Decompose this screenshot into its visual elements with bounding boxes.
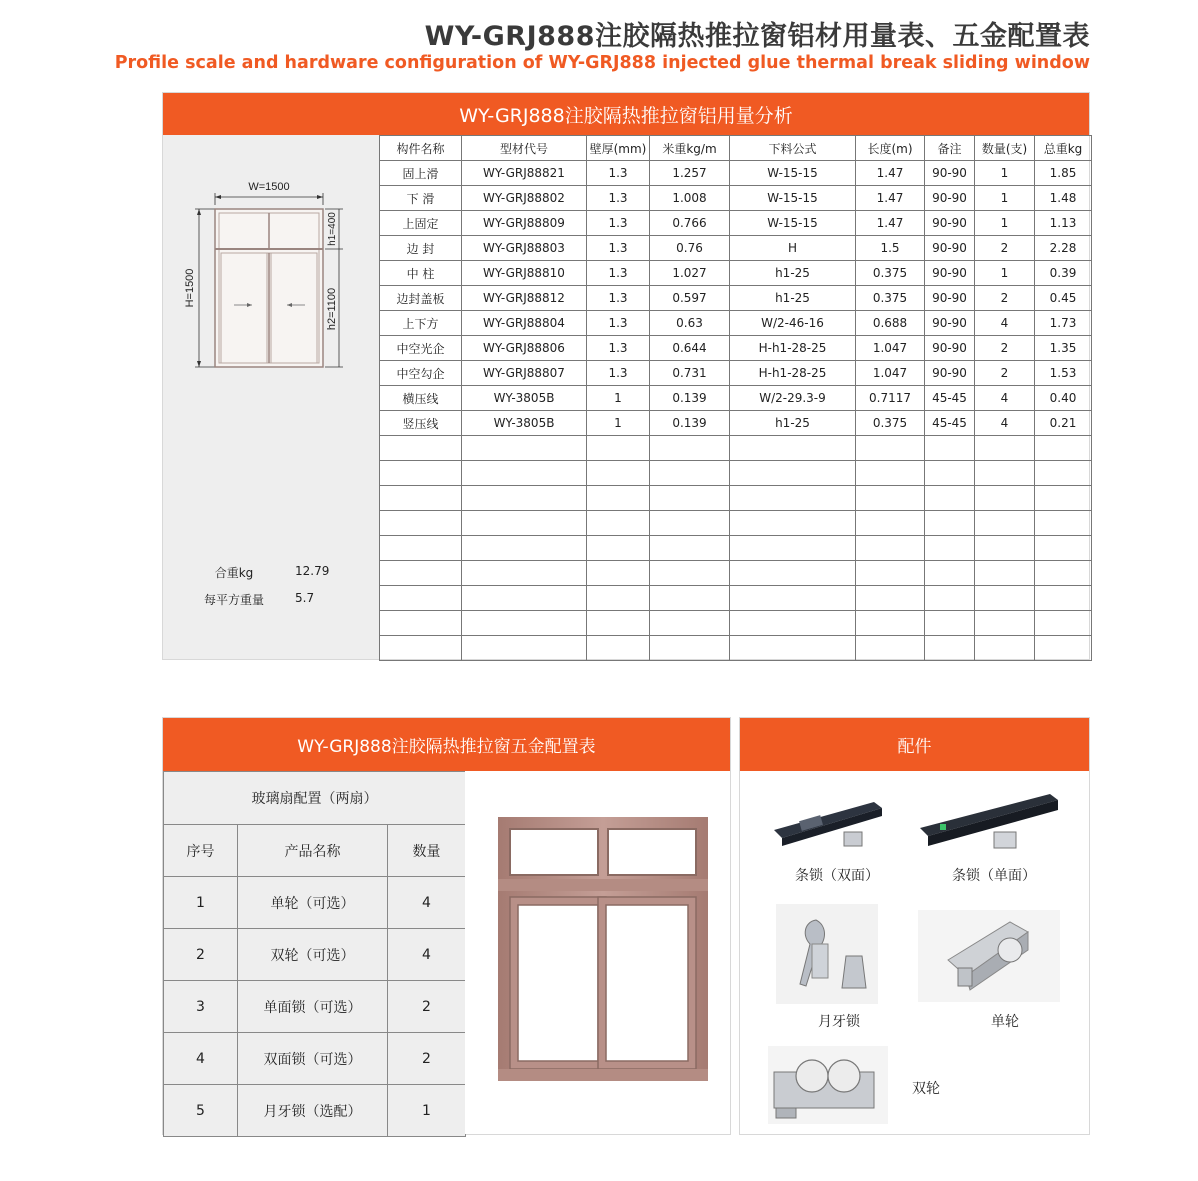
usage-table-cell: [975, 561, 1035, 586]
hardware-table-cell: 月牙锁（选配）: [238, 1085, 388, 1137]
usage-table-cell: [1035, 436, 1092, 461]
usage-table-cell: 90-90: [925, 311, 975, 336]
hardware-table-cell: 单轮（可选）: [238, 877, 388, 929]
usage-table-cell: 90-90: [925, 186, 975, 211]
usage-column-header: 长度(m): [856, 136, 925, 161]
usage-table-cell: [1035, 486, 1092, 511]
hardware-table-cell: 2: [388, 981, 466, 1033]
usage-table-cell: 0.21: [1035, 411, 1092, 436]
usage-table-cell: 1.85: [1035, 161, 1092, 186]
usage-table-cell: H-h1-28-25: [730, 361, 856, 386]
hardware-table-cell: 4: [388, 877, 466, 929]
usage-table-cell: 2.28: [1035, 236, 1092, 261]
usage-table-header-row: [380, 136, 1092, 161]
usage-table-cell: [380, 536, 462, 561]
usage-table-row: [380, 361, 1092, 386]
usage-table-empty-row: [380, 436, 1092, 461]
usage-table-cell: [380, 461, 462, 486]
usage-table-cell: WY-GRJ88812: [462, 286, 587, 311]
usage-table-cell: 横压线: [380, 386, 462, 411]
usage-table-cell: 90-90: [925, 361, 975, 386]
usage-table-cell: [462, 561, 587, 586]
usage-table-cell: [462, 611, 587, 636]
usage-table-cell: 上下方: [380, 311, 462, 336]
usage-table-cell: [587, 436, 650, 461]
usage-table-cell: [730, 611, 856, 636]
usage-table-cell: [925, 436, 975, 461]
usage-table-cell: H-h1-28-25: [730, 336, 856, 361]
usage-table-cell: WY-GRJ88804: [462, 311, 587, 336]
usage-table-cell: 0.139: [650, 386, 730, 411]
usage-column-header: 构件名称: [380, 136, 462, 161]
usage-table-cell: [462, 511, 587, 536]
usage-table-cell: [380, 636, 462, 661]
usage-table-cell: 1.3: [587, 361, 650, 386]
usage-table-cell: WY-GRJ88802: [462, 186, 587, 211]
usage-table-cell: [730, 486, 856, 511]
usage-table-cell: [650, 511, 730, 536]
usage-table-cell: 0.139: [650, 411, 730, 436]
usage-table-cell: 90-90: [925, 286, 975, 311]
usage-table-cell: [380, 586, 462, 611]
usage-table-cell: [856, 586, 925, 611]
usage-table-cell: 边封盖板: [380, 286, 462, 311]
usage-table-cell: [925, 561, 975, 586]
usage-table-cell: [380, 486, 462, 511]
usage-table-cell: 0.40: [1035, 386, 1092, 411]
usage-header: WY-GRJ888注胶隔热推拉窗铝用量分析: [163, 93, 1089, 135]
hardware-table-row: [164, 1085, 466, 1137]
usage-body: [163, 135, 1089, 659]
usage-table-empty-row: [380, 536, 1092, 561]
usage-table-cell: 1.3: [587, 261, 650, 286]
crescent-lock-image: [776, 904, 878, 1004]
window-product-image: [498, 817, 708, 1081]
usage-table-cell: [587, 586, 650, 611]
usage-table-cell: [925, 486, 975, 511]
usage-table-cell: [587, 561, 650, 586]
usage-table-cell: 0.375: [856, 286, 925, 311]
usage-table-cell: 1.3: [587, 236, 650, 261]
summary-weight-per-sqm: [163, 591, 379, 608]
usage-table-cell: 90-90: [925, 211, 975, 236]
hardware-table-cell: 1: [388, 1085, 466, 1137]
usage-table-cell: [380, 511, 462, 536]
usage-table-cell: 1.3: [587, 161, 650, 186]
accessory-label: 条锁（单面）: [952, 868, 1036, 884]
usage-table-cell: W-15-15: [730, 186, 856, 211]
usage-table-cell: 0.375: [856, 261, 925, 286]
usage-table-cell: 1.47: [856, 186, 925, 211]
accessory-label: 双轮: [912, 1081, 940, 1097]
usage-table-cell: [856, 511, 925, 536]
usage-table-cell: W-15-15: [730, 211, 856, 236]
usage-table-cell: 2: [975, 286, 1035, 311]
w-dimension-label: W=1500: [248, 181, 290, 193]
usage-table-cell: [1035, 636, 1092, 661]
usage-table-cell: [730, 511, 856, 536]
summary-label: 合重kg: [214, 566, 254, 580]
usage-table-cell: WY-3805B: [462, 411, 587, 436]
usage-table-row: [380, 236, 1092, 261]
usage-table-row: [380, 336, 1092, 361]
hardware-table: [163, 771, 466, 1137]
hardware-table-row: [164, 1033, 466, 1085]
usage-table-cell: 1.53: [1035, 361, 1092, 386]
usage-table-cell: 4: [975, 411, 1035, 436]
usage-table-cell: [587, 536, 650, 561]
usage-table-cell: [730, 586, 856, 611]
usage-table-cell: [650, 486, 730, 511]
usage-table-cell: 1.047: [856, 336, 925, 361]
usage-table-cell: 1.13: [1035, 211, 1092, 236]
usage-table-cell: 1.008: [650, 186, 730, 211]
usage-table-cell: 1.48: [1035, 186, 1092, 211]
usage-table-cell: 1.3: [587, 211, 650, 236]
usage-table-cell: WY-3805B: [462, 386, 587, 411]
usage-table-row: [380, 311, 1092, 336]
hardware-column-header: 数量: [388, 825, 466, 877]
usage-table-cell: [650, 536, 730, 561]
usage-table-cell: 固上滑: [380, 161, 462, 186]
usage-table-cell: [587, 511, 650, 536]
hardware-column-header: 序号: [164, 825, 238, 877]
usage-table-cell: W/2-46-16: [730, 311, 856, 336]
usage-table-cell: 4: [975, 311, 1035, 336]
usage-table-row: [380, 411, 1092, 436]
usage-table-cell: [925, 611, 975, 636]
usage-column-header: 壁厚(mm): [587, 136, 650, 161]
summary-value: 5.7: [295, 591, 315, 605]
usage-table-cell: 1: [975, 161, 1035, 186]
usage-table-cell: WY-GRJ88806: [462, 336, 587, 361]
diagram-panel: [163, 135, 379, 659]
usage-table-cell: [462, 436, 587, 461]
usage-table-cell: 0.63: [650, 311, 730, 336]
usage-table-cell: [1035, 461, 1092, 486]
usage-table-cell: [650, 436, 730, 461]
usage-table-row: [380, 386, 1092, 411]
usage-column-header: 下料公式: [730, 136, 856, 161]
usage-table-cell: 1.47: [856, 211, 925, 236]
usage-table-cell: 1: [975, 211, 1035, 236]
usage-table-cell: [1035, 536, 1092, 561]
usage-table-cell: h1-25: [730, 286, 856, 311]
hardware-table-row: [164, 981, 466, 1033]
usage-table-cell: 1.47: [856, 161, 925, 186]
usage-table-cell: [925, 461, 975, 486]
usage-table-cell: [925, 536, 975, 561]
hardware-table-cell: 单面锁（可选）: [238, 981, 388, 1033]
usage-table-cell: 1.027: [650, 261, 730, 286]
usage-table-cell: 中空光企: [380, 336, 462, 361]
hardware-table-cell: 4: [388, 929, 466, 981]
usage-table-cell: 0.375: [856, 411, 925, 436]
usage-column-header: 型材代号: [462, 136, 587, 161]
usage-table-cell: 90-90: [925, 261, 975, 286]
usage-table-cell: WY-GRJ88803: [462, 236, 587, 261]
double-roller-image: [768, 1046, 888, 1124]
hardware-table-row: [164, 877, 466, 929]
usage-table-cell: [587, 636, 650, 661]
usage-table-cell: 中 柱: [380, 261, 462, 286]
hardware-table-cell: 1: [164, 877, 238, 929]
usage-table-cell: 45-45: [925, 386, 975, 411]
hardware-section: [162, 717, 731, 1135]
usage-table-cell: [856, 611, 925, 636]
usage-table-cell: H: [730, 236, 856, 261]
usage-table-cell: [925, 586, 975, 611]
usage-table-cell: [1035, 611, 1092, 636]
hardware-config-row: [164, 772, 466, 825]
usage-table-cell: [462, 586, 587, 611]
hardware-table-row: [164, 929, 466, 981]
usage-table-cell: 0.45: [1035, 286, 1092, 311]
usage-section: [162, 92, 1090, 660]
usage-table-cell: [730, 461, 856, 486]
summary-total-weight: [163, 564, 379, 581]
usage-table-cell: [587, 461, 650, 486]
usage-table-empty-row: [380, 511, 1092, 536]
usage-table-cell: 1.3: [587, 186, 650, 211]
usage-table-cell: [856, 461, 925, 486]
hardware-table-cell: 2: [164, 929, 238, 981]
usage-table-cell: [856, 636, 925, 661]
usage-table-cell: [650, 611, 730, 636]
summary-value: 12.79: [295, 564, 330, 578]
hardware-table-cell: 2: [388, 1033, 466, 1085]
h-dimension-label: H=1500: [184, 268, 196, 308]
hardware-header: WY-GRJ888注胶隔热推拉窗五金配置表: [163, 718, 730, 771]
double-sided-strip-lock-image: [770, 794, 890, 854]
usage-column-header: 总重kg: [1035, 136, 1092, 161]
usage-table-cell: [730, 536, 856, 561]
usage-table-cell: [856, 561, 925, 586]
usage-table-empty-row: [380, 636, 1092, 661]
usage-table-cell: 1.35: [1035, 336, 1092, 361]
usage-table-cell: [856, 436, 925, 461]
hardware-column-header: 产品名称: [238, 825, 388, 877]
hardware-table-cell: 双轮（可选）: [238, 929, 388, 981]
usage-table-empty-row: [380, 586, 1092, 611]
usage-table-empty-row: [380, 611, 1092, 636]
usage-table-cell: 2: [975, 236, 1035, 261]
usage-table-cell: WY-GRJ88821: [462, 161, 587, 186]
usage-column-header: 数量(支): [975, 136, 1035, 161]
hardware-table-cell: 双面锁（可选）: [238, 1033, 388, 1085]
usage-table-cell: 0.39: [1035, 261, 1092, 286]
usage-table-cell: [462, 486, 587, 511]
usage-table-cell: [462, 636, 587, 661]
usage-table-row: [380, 286, 1092, 311]
usage-table-cell: 中空勾企: [380, 361, 462, 386]
usage-table-cell: W-15-15: [730, 161, 856, 186]
usage-table-cell: 1.047: [856, 361, 925, 386]
hardware-table-cell: 5: [164, 1085, 238, 1137]
accessory-label: 条锁（双面）: [795, 868, 879, 884]
usage-table-cell: [650, 561, 730, 586]
usage-table-cell: [650, 461, 730, 486]
usage-table-cell: WY-GRJ88807: [462, 361, 587, 386]
single-roller-image: [918, 910, 1060, 1002]
usage-table-cell: [975, 536, 1035, 561]
usage-table-cell: [975, 636, 1035, 661]
usage-table-cell: 1.257: [650, 161, 730, 186]
usage-column-header: 备注: [925, 136, 975, 161]
usage-table-cell: 2: [975, 336, 1035, 361]
usage-table-cell: 90-90: [925, 236, 975, 261]
page-title-cn: WY-GRJ888注胶隔热推拉窗铝材用量表、五金配置表: [424, 21, 1090, 52]
hardware-table-cell: 4: [164, 1033, 238, 1085]
usage-table-cell: [380, 561, 462, 586]
summary-label: 每平方重量: [203, 593, 264, 607]
usage-table-cell: 1: [975, 186, 1035, 211]
usage-table-row: [380, 211, 1092, 236]
accessory-label: 月牙锁: [818, 1014, 860, 1030]
usage-table-cell: W/2-29.3-9: [730, 386, 856, 411]
window-dimension-diagram: [177, 175, 357, 385]
usage-table-cell: [975, 486, 1035, 511]
usage-table-cell: h1-25: [730, 261, 856, 286]
usage-table-cell: [1035, 511, 1092, 536]
usage-table-cell: [380, 611, 462, 636]
usage-table-cell: 边 封: [380, 236, 462, 261]
usage-table-cell: [730, 561, 856, 586]
usage-table-row: [380, 161, 1092, 186]
usage-table-cell: [650, 586, 730, 611]
usage-table-cell: 45-45: [925, 411, 975, 436]
usage-table-cell: 1.73: [1035, 311, 1092, 336]
usage-table-cell: 0.688: [856, 311, 925, 336]
page-title-en: Profile scale and hardware configuration of WY-GRJ888 injected glue thermal break sliding window: [114, 53, 1090, 73]
window-photo-panel: [465, 771, 730, 1134]
usage-table-empty-row: [380, 561, 1092, 586]
usage-table-empty-row: [380, 461, 1092, 486]
usage-table-cell: 0.597: [650, 286, 730, 311]
usage-table-cell: [975, 611, 1035, 636]
usage-table-cell: 1.3: [587, 336, 650, 361]
usage-table-cell: [975, 436, 1035, 461]
usage-table-cell: h1-25: [730, 411, 856, 436]
usage-table-cell: 0.76: [650, 236, 730, 261]
usage-table-cell: [925, 511, 975, 536]
usage-table-cell: [380, 436, 462, 461]
usage-table-cell: [587, 486, 650, 511]
usage-table-cell: 0.644: [650, 336, 730, 361]
usage-table-cell: 1.5: [856, 236, 925, 261]
usage-table-cell: 下 滑: [380, 186, 462, 211]
hardware-table-header-row: [164, 825, 466, 877]
usage-table-row: [380, 186, 1092, 211]
usage-table-cell: [650, 636, 730, 661]
usage-table-cell: [587, 611, 650, 636]
usage-table-cell: 0.766: [650, 211, 730, 236]
usage-table: [379, 135, 1092, 661]
usage-table-cell: 1: [587, 411, 650, 436]
usage-table-empty-row: [380, 486, 1092, 511]
usage-table-cell: [975, 511, 1035, 536]
usage-table-cell: 1.3: [587, 286, 650, 311]
usage-table-cell: [1035, 586, 1092, 611]
accessory-label: 单轮: [991, 1014, 1019, 1030]
usage-table-cell: [975, 461, 1035, 486]
usage-table-cell: [975, 586, 1035, 611]
usage-table-cell: 90-90: [925, 161, 975, 186]
usage-table-cell: [856, 536, 925, 561]
usage-table-cell: [925, 636, 975, 661]
h2-dimension-label: h2=1100: [326, 287, 338, 331]
accessories-header: 配件: [740, 718, 1089, 771]
usage-table-cell: 1: [975, 261, 1035, 286]
usage-table-cell: [730, 636, 856, 661]
usage-table-cell: 1: [587, 386, 650, 411]
usage-table-cell: WY-GRJ88809: [462, 211, 587, 236]
usage-table-cell: 0.7117: [856, 386, 925, 411]
usage-table-cell: WY-GRJ88810: [462, 261, 587, 286]
usage-table-cell: 90-90: [925, 336, 975, 361]
usage-table-cell: 2: [975, 361, 1035, 386]
usage-column-header: 米重kg/m: [650, 136, 730, 161]
h1-dimension-label: h1=400: [327, 212, 338, 246]
usage-table-cell: 竖压线: [380, 411, 462, 436]
usage-table-row: [380, 261, 1092, 286]
usage-table-cell: 1.3: [587, 311, 650, 336]
usage-table-cell: [1035, 561, 1092, 586]
usage-table-cell: [462, 536, 587, 561]
single-sided-strip-lock-image: [914, 788, 1064, 858]
usage-table-cell: [856, 486, 925, 511]
usage-table-cell: [462, 461, 587, 486]
usage-table-cell: [730, 436, 856, 461]
hardware-table-cell: 3: [164, 981, 238, 1033]
usage-table-cell: 0.731: [650, 361, 730, 386]
usage-table-cell: 上固定: [380, 211, 462, 236]
hardware-config-title: 玻璃扇配置（两扇）: [164, 772, 466, 825]
usage-table-cell: 4: [975, 386, 1035, 411]
accessories-section: [739, 717, 1090, 1135]
